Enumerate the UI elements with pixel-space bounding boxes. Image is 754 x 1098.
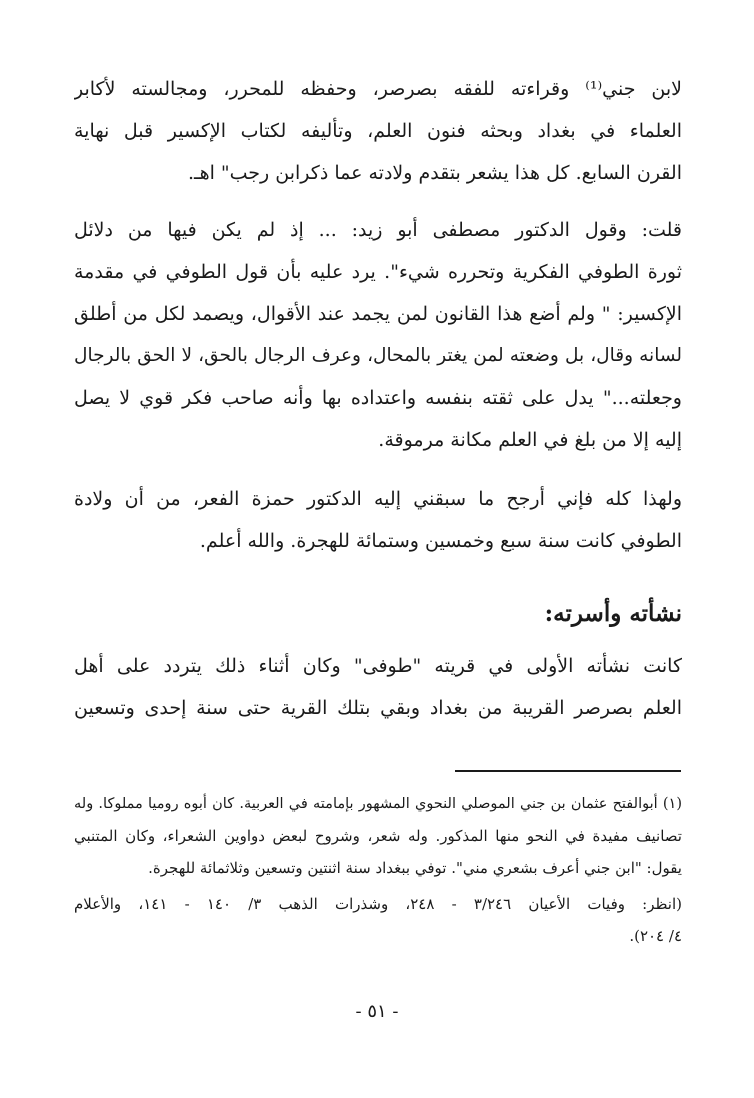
body-line-8: وجعلته..." يدل على ثقته بنفسه واعتداده بها وأنه صاحب فكر قوي لا يصل — [74, 387, 682, 409]
body-line-1: لابن جني⁽¹⁾ وقراءته للفقه بصرصر، وحفظه للمحرر، ومجالسته لأكابر — [74, 78, 682, 100]
body-line-2: العلماء في بغداد وبحثه فنون العلم، وتأليفه لكتاب الإكسير قبل نهاية — [74, 120, 682, 142]
body-line-5: ثورة الطوفي الفكرية وتحرره شيء". يرد عليه بأن قول الطوفي في مقدمة — [74, 261, 682, 283]
body-line-12: كانت نشأته الأولى في قريته "طوفى" وكان أثناء ذلك يتردد على أهل — [74, 655, 682, 677]
footnote-line-2: تصانيف مفيدة في النحو منها المذكور. وله شعر، وشروح لبعض دواوين الشعراء، وكان المتنبي — [74, 827, 682, 845]
page-number: - ٥١ - — [355, 1001, 399, 1022]
footnote-separator — [455, 770, 681, 772]
body-line-7: لسانه وقال، بل وضعته لمن يغتر بالمحال، وعرف الرجال بالحق، لا الحق بالرجال — [74, 345, 682, 366]
body-line-4: قلت: وقول الدكتور مصطفى أبو زيد: ... إذ لم يكن فيها من دلائل — [74, 219, 682, 241]
section-heading: نشأته وأسرته: — [544, 600, 682, 627]
body-line-9: إليه إلا من بلغ في العلم مكانة مرموقة. — [378, 429, 682, 451]
footnote-line-5: ٤/ ٢٠٤). — [629, 927, 682, 945]
body-line-11: الطوفي كانت سنة سبع وخمسين وستمائة للهجرة. والله أعلم. — [199, 530, 682, 552]
body-line-6: الإكسير: " ولم أضع هذا القانون لمن يجمد عند الأقوال، ويصمد لكل من أطلق — [74, 303, 682, 325]
footnote-line-3: يقول: "ابن جني أعرف بشعري مني". توفي ببغداد سنة اثنتين وتسعين وثلاثمائة للهجرة. — [148, 859, 682, 877]
body-line-13: العلم بصرصر القريبة من بغداد وبقي بتلك القرية حتى سنة إحدى وتسعين — [74, 697, 682, 719]
footnote-line-4: (انظر: وفيات الأعيان ٣/٢٤٦ - ٢٤٨، وشذرات الذهب ٣/ ١٤٠ - ١٤١، والأعلام — [74, 895, 682, 913]
body-line-3: القرن السابع. كل هذا يشعر بتقدم ولادته عما ذكرابن رجب" اهـ. — [187, 162, 682, 184]
body-line-10: ولهذا كله فإني أرجح ما سبقني إليه الدكتور حمزة الفعر، من أن ولادة — [74, 488, 682, 510]
footnote-line-1: (١) أبوالفتح عثمان بن جني الموصلي النحوي المشهور بإمامته في العربية. كان أبوه روميا مملوكا. وله — [74, 796, 682, 812]
